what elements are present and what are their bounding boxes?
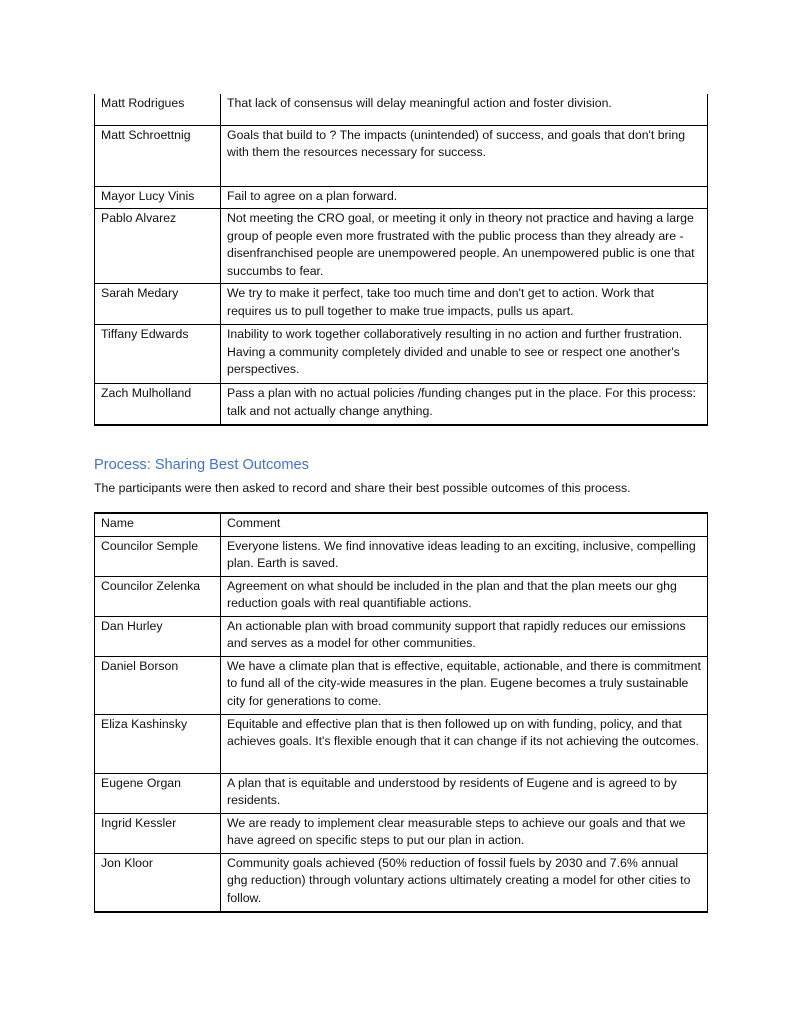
table-row (95, 853, 708, 912)
table-row (95, 209, 708, 284)
participant-name: Jon Kloor (95, 853, 221, 912)
participant-name: Dan Hurley (95, 616, 221, 656)
participant-comment: That lack of consensus will delay meaningful action and foster division. (221, 94, 708, 125)
participant-comment: Fail to agree on a plan forward. (221, 186, 708, 209)
participant-comment: We try to make it perfect, take too much time and don't get to action. Work that requires us to pull together to make true impacts, pulls us apart. (221, 284, 708, 325)
participant-name: Mayor Lucy Vinis (95, 186, 221, 209)
participant-comment: We are ready to implement clear measurable steps to achieve our goals and that we have agreed on specific steps to put our plan in action. (221, 813, 708, 853)
table-row (95, 325, 708, 384)
table-row (95, 125, 708, 186)
participant-name: Councilor Semple (95, 536, 221, 576)
participant-name: Tiffany Edwards (95, 325, 221, 384)
table-header-row (95, 513, 708, 536)
participant-comment: An actionable plan with broad community support that rapidly reduces our emissions and serves as a model for other communities. (221, 616, 708, 656)
participant-name: Matt Schroettnig (95, 125, 221, 186)
table-row (95, 536, 708, 576)
participant-name: Sarah Medary (95, 284, 221, 325)
participant-comment: We have a climate plan that is effective, equitable, actionable, and there is commitment to fund all of the city-wide measures in the plan. Eugene becomes a truly sustainable city for generations to come. (221, 656, 708, 714)
participant-name: Zach Mulholland (95, 384, 221, 425)
table-row (95, 576, 708, 616)
best-outcomes-table (94, 512, 708, 913)
table-row (95, 186, 708, 209)
participant-name: Eliza Kashinsky (95, 714, 221, 773)
participant-comment: Goals that build to ? The impacts (unintended) of success, and goals that don't bring with them the resources necessary for success. (221, 125, 708, 186)
participant-comment: A plan that is equitable and understood by residents of Eugene and is agreed to by residents. (221, 773, 708, 813)
participant-comment: Agreement on what should be included in the plan and that the plan meets our ghg reduction goals with real quantifiable actions. (221, 576, 708, 616)
participant-name: Pablo Alvarez (95, 209, 221, 284)
participant-name: Ingrid Kessler (95, 813, 221, 853)
section-intro: The participants were then asked to record and share their best possible outcomes of this process. (94, 481, 631, 495)
participant-name: Daniel Borson (95, 656, 221, 714)
participant-name: Eugene Organ (95, 773, 221, 813)
participant-name: Councilor Zelenka (95, 576, 221, 616)
table-row (95, 384, 708, 425)
participant-comment: Not meeting the CRO goal, or meeting it only in theory not practice and having a large group of people even more frustrated with the public process than they already are - disenfranchised people are unempowered people. An unempowered public is one that succumbs to fear. (221, 209, 708, 284)
participant-comment: Equitable and effective plan that is then followed up on with funding, policy, and that achieves goals. It's flexible enough that it can change if its not achieving the outcomes. (221, 714, 708, 773)
column-header-name: Name (95, 513, 221, 536)
section-heading: Process: Sharing Best Outcomes (94, 457, 309, 473)
table-row (95, 284, 708, 325)
participant-comment: Inability to work together collaboratively resulting in no action and further frustration. Having a community completely divided and unable to see or respect one another's perspectives. (221, 325, 708, 384)
column-header-comment: Comment (221, 513, 708, 536)
table-row (95, 656, 708, 714)
participant-comment: Pass a plan with no actual policies /funding changes put in the place. For this process: talk and not actually change anything. (221, 384, 708, 425)
table-row (95, 813, 708, 853)
table-row (95, 94, 708, 125)
table-row (95, 616, 708, 656)
participant-comment: Community goals achieved (50% reduction of fossil fuels by 2030 and 7.6% annual ghg reduction) through voluntary actions ultimately creating a model for other cities to follow. (221, 853, 708, 912)
participant-comment: Everyone listens. We find innovative ideas leading to an exciting, inclusive, compelling plan. Earth is saved. (221, 536, 708, 576)
participant-name: Matt Rodrigues (95, 94, 221, 125)
table-row (95, 773, 708, 813)
worst-outcomes-table (94, 94, 708, 426)
table-row (95, 714, 708, 773)
